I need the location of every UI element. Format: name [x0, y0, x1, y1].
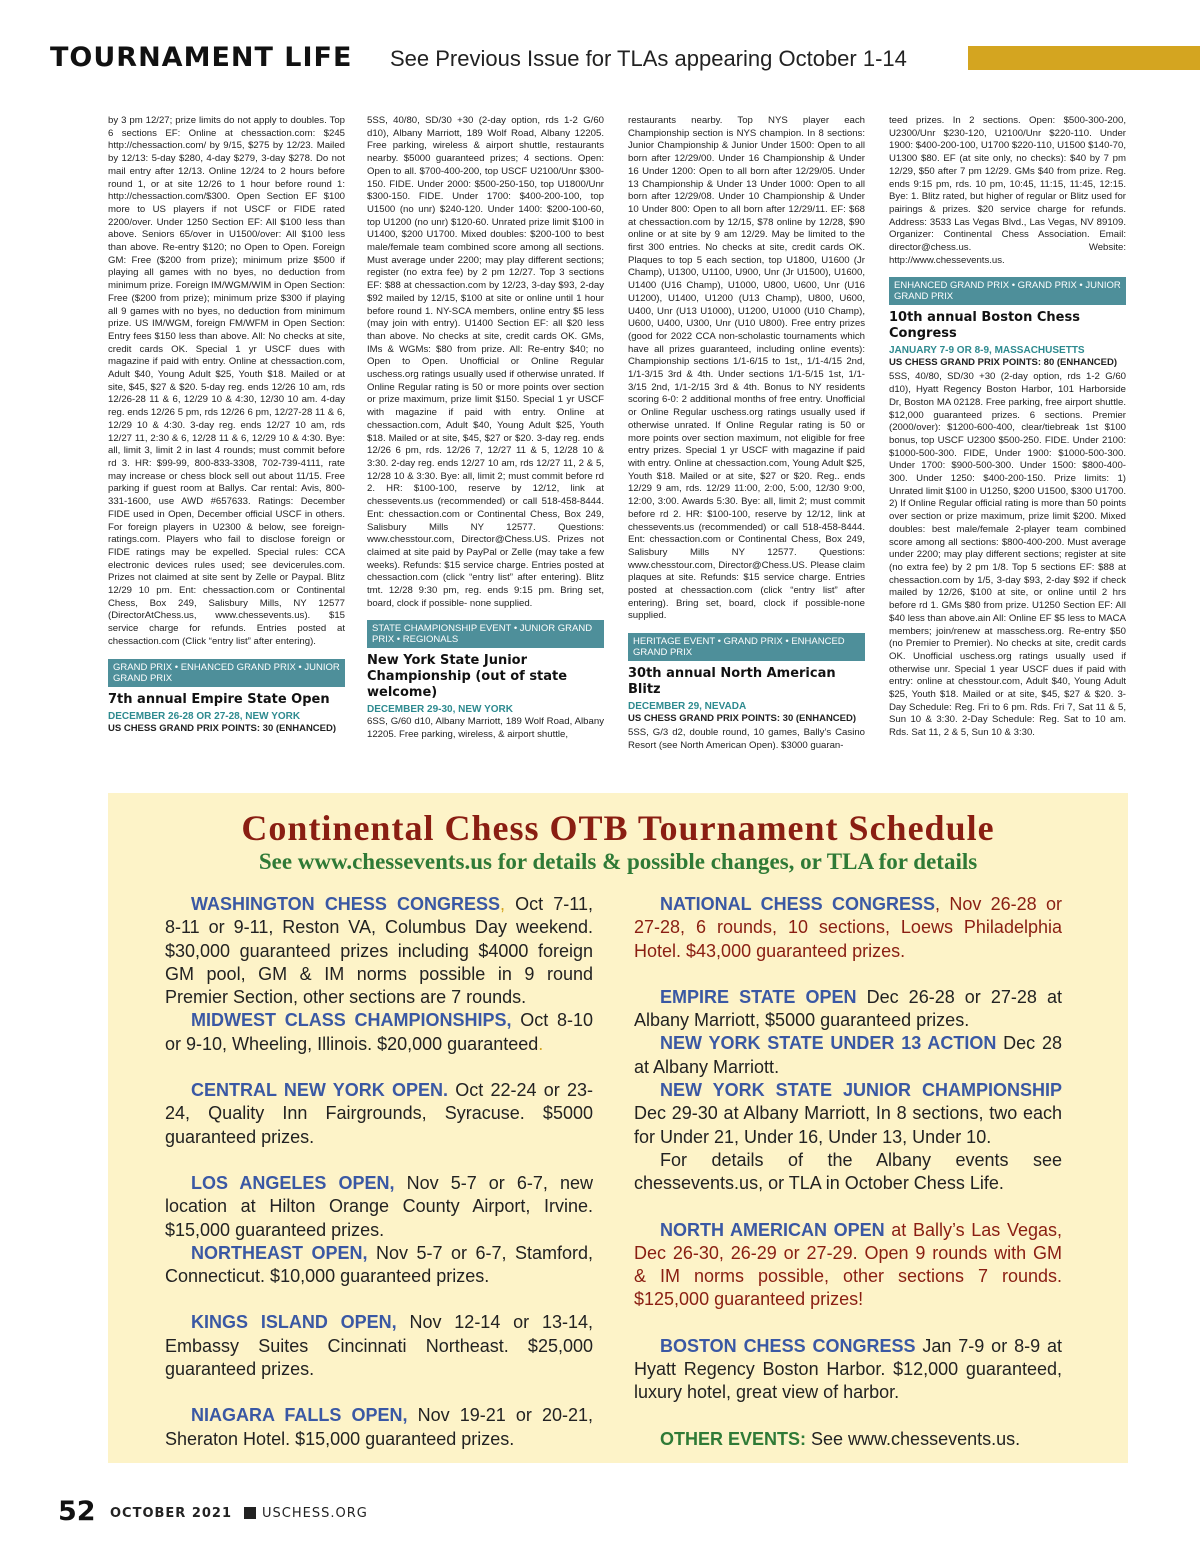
event-details: Nov 5-7 or 6-7, new location at Hilton Orange County Airport, Irvine. $15,000 guaranteed prizes. — [165, 1172, 593, 1240]
event-details: Dec 29-30 at Albany Marriott, In 8 sections, two each for Under 21, Under 16, Under 13, Under 10. — [634, 1103, 1062, 1147]
tla-body-text: 5SS, 40/80, SD/30 +30 (2-day option, rds 1-2 G/60 d10), Hyatt Regency Boston Harbor, 101 Harborside Dr, Boston MA 02128. Free parking, free airport shuttle. $12,000 guaranteed prizes. 6 sections. Premier (2000/over): $1200-600-400, clear/tiebreak 1st $100 bonus, top USCF U2300 $500-250. FIDE. Under 2100: $1000-500-300. FIDE, Under 1900: $1000-500-300. Under 1700: $900-500-300. Under 1500: $800-400-300. Under 1250: $400-200-150. Prize limits: 1) Unrated limit $100 in U1250, $200 U1500, $300 U1700. 2) If Online Regular official rating is more than 50 points over section or prize maximum, prize limit $200. Mixed doubles: best male/female 2-player team combined score among all sections: $800-400-200. Must average under 2200; may play different sections; register at site (no extra fee) by 2 pm 1/8. Top 5 sections EF: $88 at chessaction.com by 1/5, 3-day $93, 2-day $92 if check mailed by 12/26, $100 at site, or online until 2 hrs before rd 1. GMs $80 from prize. U1250 Section EF: All $40 less than above.ain All: Online EF $5 less to MACA members; join/renew at masschess.org. Re-entry $50 (no Premier to Premier). No checks at site, credit cards OK. Unofficial uschess.org ratings usually used if otherwise unr. Special 1 year USCF dues if paid with entry: online at chesstour.com, Adult $40, Young Adult $25, Youth $18. Mailed or at site, $45, $27 & $20. 3-Day Schedule: Reg. Fri to 6 pm. Rds. Fri 7, Sat 11 & 5, Sun 10 & 3:30. 2-Day Schedule: Reg. Sat to 10 am. Rds. Sat 11, 2 & 5, Sun 10 & 3:30. — [889, 371, 1126, 739]
event-details: Nov 19-21 or 20-21, Sheraton Hotel. $15,000 guaranteed prizes. — [165, 1405, 593, 1449]
grand-prix-points: US CHESS GRAND PRIX POINTS: 30 (ENHANCED) — [108, 722, 337, 734]
schedule-column-right — [634, 893, 1062, 1451]
header-accent-bar — [968, 46, 1200, 70]
event-date: DECEMBER 29-30, NEW YORK — [367, 704, 513, 716]
event-separator: . — [538, 1033, 544, 1054]
section-subtitle: See Previous Issue for TLAs appearing October 1-14 — [390, 46, 907, 71]
tla-column-2 — [367, 115, 604, 785]
event-name: OTHER EVENTS: — [660, 1428, 807, 1449]
event-name: NORTH AMERICAN OPEN — [660, 1219, 885, 1240]
schedule-event — [634, 1079, 1062, 1149]
tla-columns — [108, 115, 1130, 785]
event-category-tag: GRAND PRIX • ENHANCED GRAND PRIX • JUNIOR GRAND PRIX — [108, 659, 345, 687]
page-header — [50, 40, 1200, 78]
section-title: TOURNAMENT LIFE — [50, 42, 353, 73]
otb-schedule-box — [108, 793, 1128, 1463]
schedule-title: Continental Chess OTB Tournament Schedule — [241, 808, 995, 848]
event-date: DECEMBER 29, NEVADA — [628, 701, 747, 713]
grand-prix-points: US CHESS GRAND PRIX POINTS: 30 (ENHANCED) — [628, 713, 857, 725]
schedule-event — [165, 1079, 593, 1149]
tla-column-4 — [889, 115, 1126, 785]
schedule-event — [165, 1172, 593, 1242]
schedule-event — [634, 986, 1062, 1033]
event-details: Oct 7-11, 8-11 or 9-11, Reston VA, Columbus Day weekend. $30,000 guaranteed prizes including $4000 foreign GM pool, GM & IM norms possible in 9 round Premier Section, other sections are 7 rounds. — [165, 894, 593, 1008]
event-category-tag: ENHANCED GRAND PRIX • GRAND PRIX • JUNIOR GRAND PRIX — [889, 277, 1126, 305]
tla-body-text: 6SS, G/60 d10, Albany Marriott, 189 Wolf Road, Albany 12205. Free parking, wireless, & airport shuttle, — [367, 716, 604, 741]
event-category-tag: STATE CHAMPIONSHIP EVENT • JUNIOR GRAND PRIX • REGIONALS — [367, 620, 604, 648]
schedule-subtitle: See www.chessevents.us for details & possible changes, or TLA for details — [258, 849, 978, 874]
issue-month: OCTOBER 2021 — [110, 1506, 233, 1521]
event-details: Dec 28 at Albany Marriott. — [634, 1033, 1062, 1077]
event-name: NEW YORK STATE JUNIOR CHAMPIONSHIP — [660, 1080, 1062, 1101]
site-url: USCHESS.ORG — [262, 1506, 368, 1521]
event-name: KINGS ISLAND OPEN, — [191, 1312, 397, 1333]
tla-column-1 — [108, 115, 345, 785]
event-date: JANUARY 7-9 OR 8-9, MASSACHUSETTS — [889, 345, 1085, 357]
tla-column-3 — [628, 115, 865, 785]
tla-body-text: by 3 pm 12/27; prize limits do not apply to doubles. Top 6 sections EF: Online at chessaction.com: $245 http://chessaction.com/ by 9/15, $275 by 12/23. Mailed by 12/13: 5-day $280, 4-day $279, 3-day $278. Do not mail entry after 12/13. Online 12/24 to 2 hours before round 1, or at site 12/26 to 1 hour before round 1: http://chessaction.com/$300. Open Section EF $100 more to US players if not USCF or FIDE rated 2200/over. Under 1250 Section EF: All $100 less than above. Seniors 65/over in U1500/over: All $100 less than above. Re-entry $120; no Open to Open. Foreign GM: Free ($200 from prize); minimum prize $500 if playing all games with no byes, no deduction from minimum prize. Foreign IM/WGM/WIM in Open Section: Free ($200 from prize); minimum prize $300 if playing all 9 games with no byes, no deduction from minimum prize. US IM/WGM, foreign FM/WFM in Open Section: Entry fees $150 less than above. All: No checks at site, credit cards OK. Special 1 yr USCF dues with magazine if paid with entry. Online at chessaction.com, Adult $40, Young Adult $25, Youth $18. Mailed or at site, $45, $27 & $20. 5-day reg. ends 12/26 10 am, rds 12/26-28 11 & 6, 12/29 10 & 4:30, 12/30 10 am. 4-day reg. ends 12/26 5 pm, rds 12/26 6 pm, 12/27-28 11 & 6, 12/29 10 & 4:30. 3-day reg. ends 12/27 10 am, rds 12/27 11, 2:30 & 6, 12/28 11 & 6, 12/29 10 & 4:30. Bye: all, limit 3, limit 2 in last 4 rounds; must commit before rd 3. HR: $99-99, 800-833-3308, 702-739-4111, rate may increase or chess block sell out about 11/15. Free parking if guest room at Ballys. Car rental: Avis, 800-331-1600, use AWD #657633. Ratings: December FIDE used in Open, December official USCF in others. For foreign players in U2300 & below, see foreign-ratings.com. Players who fail to disclose foreign or FIDE ratings may be expelled. Special rules: CCA electronic devices rules used; see devicerules.com. Prizes not claimed at site sent by Zelle or Paypal. Blitz 12/29 10 pm. Ent: chessaction.com or Continental Chess, Box 249, Salisbury Mills, NY 12577 (DirectorAtChess.us, www.chessevents.us). $15 service charge for refunds. Entries posted at chessaction.com (Click “entry list” after entering). — [108, 115, 345, 647]
tla-body-text: restaurants nearby. Top NYS player each Championship section is NYS champion. In 8 sections: Junior Championship & Junior Under 1500: Open to all born after 12/29/00. Under 16 Championship & Under 16 Under 1200: Open to all born after 12/29/05. Under 13 Championship & Under 13 Under 1000: Open to all born after 12/29/08. Under 10 Championship & Under 10 Under 800: Open to all born after 12/29/11. EF: $68 at chessaction.com by 12/15, $78 online by 12/28, $90 online or at site by 9 am 12/29. May be limited to the first 300 entries. No checks at site, credit cards OK. Plaques to top 5 each section, top U1800, U1600 (Jr Champ), U1300, U1100, U900, Unr (Jr U1500), U1600, U1400 (U16 Champ), U1000, U800, U600, Unr (U16 U1200), U1400, U1200 (U13 Champ), U800, U600, U400, Unr (U13 U1000), U1200, U1000 (U10 Champ), U600, U400, U300, Unr (U10 U800). Free entry prizes (good for 2022 CCA non-scholastic tournaments which have all prizes guaranteed, including online events): Championship sections 1/1-6/15 to 1st,, 1/1-4/15 2nd, 1/1-3/15 3rd & 4th. Under sections 1/1-5/15 1st, 1/1-3/15 2nd, 1/1-2/15 3rd & 4th. Bonus to NY residents scoring 6-0: 2 additional months of free entry. Unofficial or Online Regular uschess.org ratings usually used if otherwise unrated. If Online Regular rating is 50 or more points over section maximum, not eligible for free entry prizes. Special 1 yr USCF with magazine if paid with entry. Online at chessaction.com, Young Adult $25, Youth $18. Mailed or at site, $27 or $20. Reg.. ends 12/29 9 am, rds. 12/29 11:00, 2:00, 5:00, 12/30 9:00, 12:00, 3:00. Awards 5:30. Bye: all, limit 2; must commit before rd 2. HR: $100-100, reserve by 12/12, link at chessevents.us (recommended) or call 518-458-8444. Ent: chessaction.com or Continental Chess, Box 249, Salisbury Mills NY 12577. Questions: www.chesstour.com, Director@Chess.US. Please claim plaques at site. Refunds: $15 service charge. Entries posted at chessaction.com (click “entry list” after entering). Bring set, board, clock if possible-none supplied. — [628, 115, 865, 622]
schedule-event — [634, 1428, 1062, 1451]
grand-prix-points: US CHESS GRAND PRIX POINTS: 80 (ENHANCED) — [889, 357, 1118, 369]
schedule-event — [165, 1242, 593, 1289]
schedule-event — [165, 893, 593, 1009]
event-details: Nov 12-14 or 13-14, Embassy Suites Cincinnati Northeast. $25,000 guaranteed prizes. — [165, 1312, 593, 1380]
tla-body-text: teed prizes. In 2 sections. Open: $500-300-200, U2300/Unr $230-120, U2100/Unr $220-110. Under 1900: $400-200-100, U1700 $220-110, U1500 $140-70, U1300 $80. EF (at site only, no checks): $40 by 7 pm 12/29, $50 after 7 pm 12/29. GMs $40 from prize. Reg. ends 9:15 pm, rds. 10 pm, 10:45, 11:15, 11:45, 12:15. Bye: 1. Blitz rated, but higher of regular or Blitz used for pairings & prizes. $20 service charge for refunds. Address: 3533 Las Vegas Blvd., Las Vegas, NV 89109. Organizer: Continental Chess Association. Email: director@chess.us. Website: http://www.chessevents.us. — [889, 115, 1126, 266]
event-details: , Nov 26-28 or 27-28, 6 rounds, 10 sections, Loews Philadelphia Hotel. $43,000 guaranteed prizes. — [634, 894, 1062, 961]
event-name: NORTHEAST OPEN, — [191, 1242, 368, 1263]
event-category-tag: HERITAGE EVENT • GRAND PRIX • ENHANCED GRAND PRIX — [628, 633, 865, 661]
event-separator: , — [500, 894, 506, 914]
event-date: DECEMBER 26-28 OR 27-28, NEW YORK — [108, 710, 301, 722]
event-details: Jan 7-9 or 8-9 at Hyatt Regency Boston Harbor. $12,000 guaranteed, luxury hotel, great view of harbor. — [634, 1335, 1062, 1403]
page-number: 52 — [58, 1496, 96, 1527]
tla-body-text: 5SS, 40/80, SD/30 +30 (2-day option, rds 1-2 G/60 d10), Albany Marriott, 189 Wolf Road, Albany 12205. Free parking, wireless & airport shuttle, restaurants nearby. $5000 guaranteed prizes; 4 sections. Open: Open to all. $700-400-200, top USCF U2100/Unr $300-150. FIDE. Under 2000: $500-250-150, top U1800/Unr $300-150. FIDE. Under 1700: $400-200-100, top U1500 (no unr) $240-120. Under 1400: $200-100-60, top U1200 (no unr) $120-60. Unrated prize limit $100 in U1400, $200 U1700. Mixed doubles: $200-100 to best male/female team combined score among all sections. Must average under 2200; may play different sections; register (no extra fee) by 2 pm 12/27. Top 3 sections EF: $88 at chessaction.com by 12/23, 3-day $93, 2-day $92 mailed by 12/15, $100 at site or online until 1 hour before round 1. NY-SCA members, online entry $5 less (may join with entry). U1400 Section EF: all $20 less than above. No checks at site, credit cards OK. GMs, IMs & WGMs: $80 from prize. All: Re-entry $40; no Open to Open. Unofficial or Online Regular uschess.org ratings usually used if otherwise unrated. If Online Regular rating is 50 or more points over section or prize maximum, prize limit $150. Special 1 yr USCF with magazine if paid with entry. Online at chessaction.com, Adult $40, Young Adult $25, Youth $18. Mailed or at site, $45, $27 or $20. 3-day reg. ends 12/26 6 pm, rds. 12/26 7, 12/27 11 & 5, 12/28 10 & 3:30. 2-day reg. ends 12/27 10 am, rds 12/27 11, 2 & 5, 12/28 10 & 3:30. Bye: all, limit 2; must commit before rd 2. HR: $100-100, reserve by 12/12, link at chessevents.us (recommended) or call 518-458-8444. Ent: chessaction.com or Continental Chess, Box 249, Salisbury Mills NY 12577. Questions: www.chesstour.com, Director@Chess.US. Prizes not claimed at site paid by PayPal or Zelle (may take a few weeks). Refunds: $15 service charge. Entries posted at chessaction.com (click “entry list” after entering). Blitz tmt. 12/28 9:30 pm, reg. ends 9:15 pm. Bring set, board, clock if possible- none supplied. — [367, 115, 604, 609]
schedule-event — [165, 1311, 593, 1381]
schedule-event — [634, 1335, 1062, 1405]
event-title: 10th annual Boston Chess Congress — [889, 310, 1080, 342]
schedule-event — [634, 1032, 1062, 1079]
event-details: Oct 22-24 or 23-24, Quality Inn Fairgrounds, Syracuse. $5000 guaranteed prizes. — [165, 1080, 593, 1147]
schedule-event — [165, 1404, 593, 1451]
event-name: BOSTON CHESS CONGRESS — [660, 1335, 916, 1356]
event-title: 7th annual Empire State Open — [108, 691, 330, 707]
schedule-event — [634, 1219, 1062, 1312]
square-bullet-icon — [244, 1507, 256, 1519]
event-title: 30th annual North American Blitz — [628, 666, 836, 698]
event-details: Dec 26-28 or 27-28 at Albany Marriott, $5000 guaranteed prizes. — [634, 986, 1063, 1031]
event-details: Nov 5-7 or 6-7, Stamford, Connecticut. $10,000 guaranteed prizes. — [165, 1242, 593, 1287]
schedule-event — [165, 1009, 593, 1056]
schedule-column-left — [165, 893, 593, 1451]
event-details: See www.chessevents.us. — [806, 1428, 1021, 1449]
event-name: WASHINGTON CHESS CONGRESS — [191, 894, 500, 914]
schedule-event — [634, 893, 1062, 963]
event-name: NATIONAL CHESS CONGRESS — [660, 894, 935, 914]
schedule-note: For details of the Albany events see chessevents.us, or TLA in October Chess Life. — [634, 1149, 1062, 1194]
event-name: EMPIRE STATE OPEN — [660, 986, 857, 1007]
event-details: at Bally’s Las Vegas, Dec 26-30, 26-29 or 27-29. Open 9 rounds with GM & IM norms possible, other sections 7 rounds. $125,000 guaranteed prizes! — [634, 1219, 1062, 1310]
event-details: Oct 8-10 or 9-10, Wheeling, Illinois. $20,000 guaranteed — [165, 1010, 594, 1054]
event-name: LOS ANGELES OPEN, — [191, 1172, 395, 1193]
event-name: MIDWEST CLASS CHAMPIONSHIPS, — [191, 1010, 512, 1031]
event-name: NIAGARA FALLS OPEN, — [191, 1405, 408, 1426]
event-name: NEW YORK STATE UNDER 13 ACTION — [660, 1033, 997, 1054]
event-title: New York State Junior Championship (out of state welcome) — [367, 653, 568, 701]
tla-body-text: 5SS, G/3 d2, double round, 10 games, Bally’s Casino Resort (see North American Open). $3000 guaran- — [628, 727, 865, 751]
event-name: CENTRAL NEW YORK OPEN. — [191, 1080, 449, 1101]
